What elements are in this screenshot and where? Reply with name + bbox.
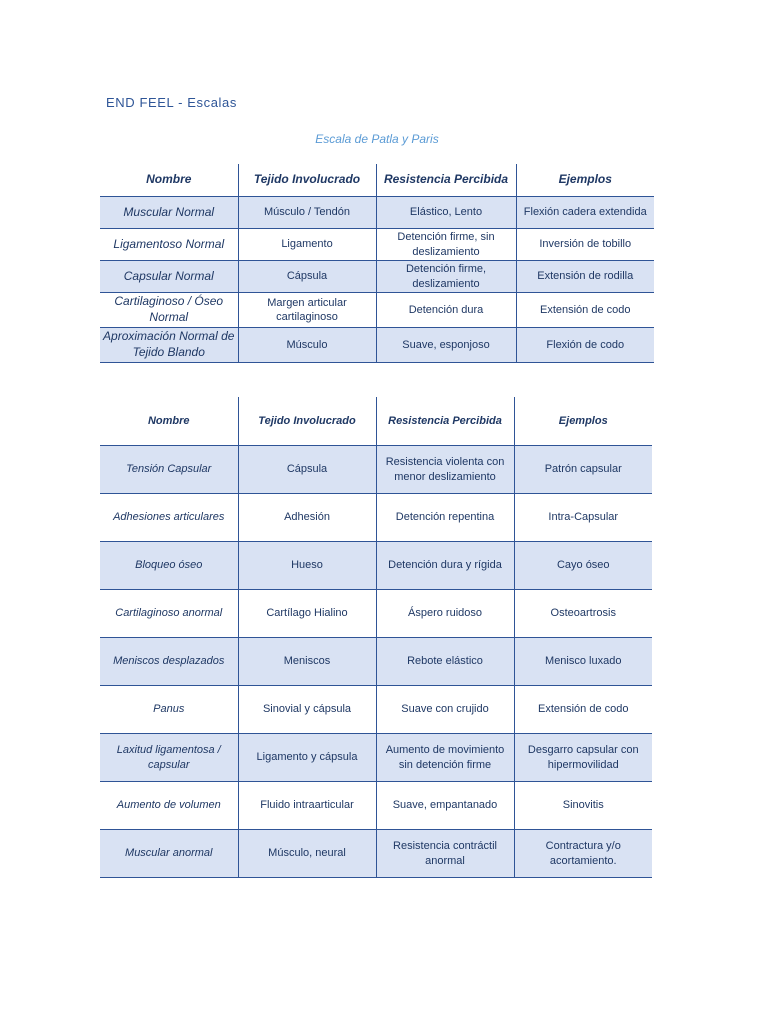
cell-resistencia: Detención firme, sin deslizamiento xyxy=(376,229,516,261)
cell-resistencia: Suave con crujido xyxy=(376,686,514,734)
column-header-nombre: Nombre xyxy=(100,397,238,446)
cell-resistencia: Detención dura xyxy=(376,293,516,328)
cell-tejido: Ligamento xyxy=(238,229,376,261)
table-row xyxy=(100,782,652,830)
cell-nombre: Cartilaginoso anormal xyxy=(100,590,238,638)
cell-ejemplos: Intra-Capsular xyxy=(514,494,652,542)
cell-ejemplos: Contractura y/o acortamiento. xyxy=(514,830,652,878)
cell-ejemplos: Menisco luxado xyxy=(514,638,652,686)
cell-ejemplos: Sinovitis xyxy=(514,782,652,830)
cell-nombre: Aumento de volumen xyxy=(100,782,238,830)
cell-nombre: Panus xyxy=(100,686,238,734)
table-row xyxy=(100,638,652,686)
table-row xyxy=(100,261,654,293)
cell-nombre: Muscular Normal xyxy=(100,197,238,229)
cell-nombre: Ligamentoso Normal xyxy=(100,229,238,261)
cell-resistencia: Detención dura y rígida xyxy=(376,542,514,590)
table-header-row xyxy=(100,397,652,446)
cell-resistencia: Suave, esponjoso xyxy=(376,328,516,363)
cell-nombre: Bloqueo óseo xyxy=(100,542,238,590)
table-row xyxy=(100,590,652,638)
cell-tejido: Adhesión xyxy=(238,494,376,542)
cell-ejemplos: Cayo óseo xyxy=(514,542,652,590)
table-row xyxy=(100,686,652,734)
cell-nombre: Cartilaginoso / Óseo Normal xyxy=(100,293,238,328)
table-row xyxy=(100,542,652,590)
table-row xyxy=(100,734,652,782)
cell-resistencia: Resistencia contráctil anormal xyxy=(376,830,514,878)
cell-resistencia: Resistencia violenta con menor deslizamiento xyxy=(376,446,514,494)
table-row xyxy=(100,494,652,542)
cell-ejemplos: Desgarro capsular con hipermovilidad xyxy=(514,734,652,782)
cell-tejido: Fluido intraarticular xyxy=(238,782,376,830)
cell-tejido: Cartílago Hialino xyxy=(238,590,376,638)
cell-ejemplos: Patrón capsular xyxy=(514,446,652,494)
column-header-ejemplos: Ejemplos xyxy=(514,397,652,446)
cell-nombre: Meniscos desplazados xyxy=(100,638,238,686)
cell-nombre: Muscular anormal xyxy=(100,830,238,878)
cell-resistencia: Aumento de movimiento sin detención firme xyxy=(376,734,514,782)
cell-ejemplos: Flexión cadera extendida xyxy=(516,197,654,229)
table-row xyxy=(100,328,654,363)
column-header-resistencia: Resistencia Percibida xyxy=(376,397,514,446)
cell-ejemplos: Extensión de rodilla xyxy=(516,261,654,293)
cell-tejido: Margen articular cartilaginoso xyxy=(238,293,376,328)
table-header-row xyxy=(100,164,654,197)
cell-tejido: Cápsula xyxy=(238,261,376,293)
table-row xyxy=(100,446,652,494)
cell-ejemplos: Extensión de codo xyxy=(516,293,654,328)
column-header-tejido: Tejido Involucrado xyxy=(238,164,376,197)
end-feel-abnormal-table xyxy=(100,397,652,878)
cell-resistencia: Detención firme, deslizamiento xyxy=(376,261,516,293)
cell-ejemplos: Flexión de codo xyxy=(516,328,654,363)
cell-ejemplos: Extensión de codo xyxy=(514,686,652,734)
column-header-resistencia: Resistencia Percibida xyxy=(376,164,516,197)
cell-tejido: Ligamento y cápsula xyxy=(238,734,376,782)
cell-ejemplos: Osteoartrosis xyxy=(514,590,652,638)
cell-tejido: Sinovial y cápsula xyxy=(238,686,376,734)
cell-tejido: Músculo, neural xyxy=(238,830,376,878)
end-feel-normal-table xyxy=(100,164,654,363)
cell-nombre: Capsular Normal xyxy=(100,261,238,293)
cell-tejido: Hueso xyxy=(238,542,376,590)
table-caption: Escala de Patla y Paris xyxy=(315,132,439,146)
table-row xyxy=(100,830,652,878)
cell-nombre: Tensión Capsular xyxy=(100,446,238,494)
cell-nombre: Adhesiones articulares xyxy=(100,494,238,542)
cell-nombre: Laxitud ligamentosa / capsular xyxy=(100,734,238,782)
cell-ejemplos: Inversión de tobillo xyxy=(516,229,654,261)
table-row xyxy=(100,229,654,261)
table-row xyxy=(100,293,654,328)
column-header-nombre: Nombre xyxy=(100,164,238,197)
cell-tejido: Músculo / Tendón xyxy=(238,197,376,229)
cell-tejido: Meniscos xyxy=(238,638,376,686)
cell-resistencia: Detención repentina xyxy=(376,494,514,542)
cell-resistencia: Suave, empantanado xyxy=(376,782,514,830)
cell-tejido: Músculo xyxy=(238,328,376,363)
cell-nombre: Aproximación Normal de Tejido Blando xyxy=(100,328,238,363)
document-title: END FEEL - Escalas xyxy=(106,95,237,110)
cell-resistencia: Rebote elástico xyxy=(376,638,514,686)
cell-tejido: Cápsula xyxy=(238,446,376,494)
cell-resistencia: Elástico, Lento xyxy=(376,197,516,229)
column-header-ejemplos: Ejemplos xyxy=(516,164,654,197)
table-row xyxy=(100,197,654,229)
cell-resistencia: Áspero ruidoso xyxy=(376,590,514,638)
column-header-tejido: Tejido Involucrado xyxy=(238,397,376,446)
